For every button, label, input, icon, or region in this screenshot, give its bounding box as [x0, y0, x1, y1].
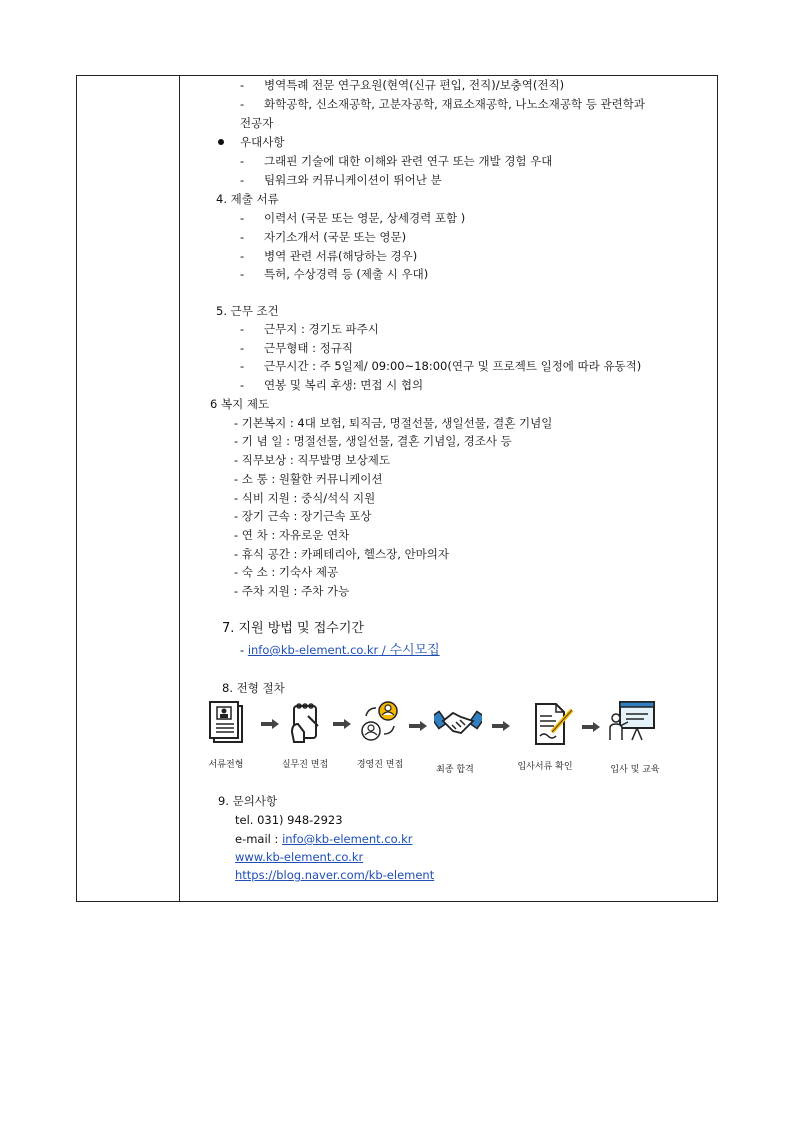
- step-label: 입사서류 확인: [517, 762, 573, 772]
- list-item: - 자기소개서 (국문 또는 영문): [240, 230, 407, 244]
- application-period: 수시모집: [389, 643, 440, 658]
- step-label: 서류전형: [208, 760, 244, 770]
- list-item: - 이력서 (국문 또는 영문, 상세경력 포함 ): [240, 211, 466, 225]
- document-signing-icon: [532, 702, 574, 746]
- content-table: [76, 75, 718, 902]
- arrow-right-icon: [261, 719, 279, 729]
- section-title: 9. 문의사항: [218, 794, 278, 808]
- website-link[interactable]: www.kb-element.co.kr: [235, 850, 364, 864]
- contact-email-link[interactable]: info@kb-element.co.kr: [282, 832, 413, 846]
- section-title: 8. 전형 절차: [222, 681, 285, 695]
- notepad-hand-icon: [288, 702, 324, 746]
- list-item: - 근무시간 : 주 5일제/ 09:00~18:00(연구 및 프로젝트 일정에 따라 유동적): [240, 359, 642, 373]
- list-item: - 주차 지원 : 주차 가능: [234, 584, 350, 598]
- list-item: - 병역 관련 서류(해당하는 경우): [240, 249, 418, 263]
- arrow-right-icon: [409, 721, 427, 731]
- step-label: 경영진 면접: [356, 760, 404, 770]
- list-item: - 근무형태 : 정규직: [240, 341, 353, 355]
- training-board-icon: [608, 700, 656, 742]
- list-item: - 기 념 일 : 명절선물, 생일선물, 결혼 기념일, 경조사 등: [234, 434, 512, 448]
- section-title: 7. 지원 방법 및 접수기간: [222, 621, 364, 636]
- application-line: - info@kb-element.co.kr / 수시모집: [240, 643, 440, 658]
- list-item: - 그래핀 기술에 대한 이해와 관련 연구 또는 개발 경험 우대: [240, 154, 553, 168]
- blog-line: [235, 867, 434, 883]
- list-item: - 휴식 공간 : 카페테리아, 헬스장, 안마의자: [234, 547, 450, 561]
- executive-interview-icon: [358, 700, 402, 744]
- list-item: - 특허, 수상경력 등 (제출 시 우대): [240, 267, 429, 281]
- arrow-right-icon: [333, 719, 351, 729]
- bullet-icon: [218, 139, 224, 145]
- preference-title: 우대사항: [240, 135, 285, 149]
- arrow-right-icon: [582, 722, 600, 732]
- section-title: 6 복지 제도: [210, 397, 270, 411]
- section-title: 5. 근무 조건: [216, 304, 279, 318]
- list-item: - 기본복지 : 4대 보험, 퇴직금, 명절선물, 생일선물, 결혼 기념일: [234, 416, 553, 430]
- step-label: 실무진 면접: [281, 760, 329, 770]
- list-item: - 숙 소 : 기숙사 제공: [234, 565, 339, 579]
- section-title: 4. 제출 서류: [216, 192, 279, 206]
- table-column-divider: [179, 75, 180, 902]
- list-item: - 병역특례 전문 연구요원(현역(신규 편입, 전직)/보충역(전직): [240, 78, 565, 92]
- list-item: - 팀워크와 커뮤니케이션이 뛰어난 분: [240, 173, 442, 187]
- arrow-right-icon: [492, 721, 510, 731]
- step-label: 최종 합격: [436, 765, 474, 775]
- list-item: - 직무보상 : 직무발명 보상제도: [234, 453, 390, 467]
- list-item: - 소 통 : 원활한 커뮤니케이션: [234, 472, 383, 486]
- contact-tel: tel. 031) 948-2923: [235, 813, 343, 827]
- list-item: - 화학공학, 신소재공학, 고분자공학, 재료소재공학, 나노소재공학 등 관련학과: [240, 97, 645, 111]
- separator: /: [378, 643, 390, 657]
- blog-link[interactable]: https://blog.naver.com/kb-element: [235, 868, 435, 882]
- list-item: - 장기 근속 : 장기근속 포상: [234, 509, 372, 523]
- step-label: 입사 및 교육: [610, 765, 660, 775]
- website-line: [235, 849, 363, 865]
- application-email-link[interactable]: info@kb-element.co.kr: [247, 643, 379, 657]
- handshake-icon: [434, 703, 482, 743]
- list-item-continuation: 전공자: [240, 116, 274, 130]
- document-screening-icon: [208, 700, 246, 746]
- list-item: - 연봉 및 복리 후생: 면접 시 협의: [240, 378, 424, 392]
- contact-email-line: e-mail : info@kb-element.co.kr: [235, 832, 413, 846]
- list-item: - 연 차 : 자유로운 연차: [234, 528, 350, 542]
- list-item: - 근무지 : 경기도 파주시: [240, 322, 379, 336]
- list-item: - 식비 지원 : 중식/석식 지원: [234, 491, 376, 505]
